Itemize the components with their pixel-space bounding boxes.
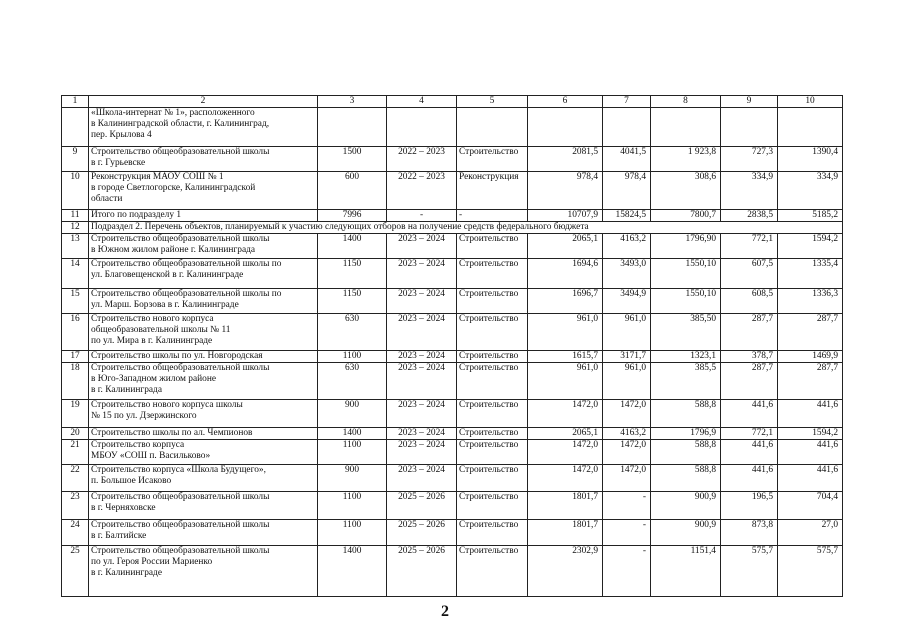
cost-col9-cell: 2838,5 (721, 210, 778, 222)
capacity-cell: 1400 (318, 428, 387, 440)
table-row (62, 363, 843, 400)
period-cell: - (387, 210, 457, 222)
object-name-cell: Строительство корпуса «Школа Будущего», п. Большое Исаково (89, 465, 318, 492)
row-number-cell: 17 (62, 351, 89, 363)
cost-total-cell: 1696,7 (528, 289, 603, 314)
object-name-cell: Строительство школы по ул. Новгородская (89, 351, 318, 363)
cost-col10-cell: 287,7 (778, 363, 843, 400)
cost-col7-cell: 961,0 (603, 314, 651, 351)
period-cell: 2025 – 2026 (387, 520, 457, 546)
cost-col8-cell: 588,8 (651, 400, 721, 428)
object-name-cell: Строительство общеобразовательной школы по ул. Благовещенской в г. Калининграде (89, 259, 318, 289)
work-type-cell (457, 108, 528, 147)
cost-total-cell: 1472,0 (528, 440, 603, 465)
cost-col9-cell: 575,7 (721, 546, 778, 597)
object-name-cell: Строительство корпуса МБОУ «СОШ п. Васильково» (89, 440, 318, 465)
cost-total-cell: 1472,0 (528, 400, 603, 428)
cost-col7-cell: 3493,0 (603, 259, 651, 289)
cost-col8-cell: 1796,90 (651, 234, 721, 259)
period-cell: 2022 – 2023 (387, 147, 457, 172)
row-number-cell: 24 (62, 520, 89, 546)
cost-col10-cell (778, 108, 843, 147)
table-row (62, 400, 843, 428)
cost-col9-cell: 873,8 (721, 520, 778, 546)
cost-col7-cell: 4041,5 (603, 147, 651, 172)
cost-col8-cell (651, 108, 721, 147)
cost-col7-cell: - (603, 492, 651, 520)
table-row (62, 440, 843, 465)
capacity-cell: 600 (318, 172, 387, 210)
row-number-cell: 14 (62, 259, 89, 289)
table-row (62, 520, 843, 546)
work-type-cell: - (457, 210, 528, 222)
table-row (62, 234, 843, 259)
table-row (62, 428, 843, 440)
period-cell: 2025 – 2026 (387, 546, 457, 597)
cost-col10-cell: 27,0 (778, 520, 843, 546)
table-row (62, 172, 843, 210)
cost-col10-cell: 704,4 (778, 492, 843, 520)
col-number-1: 1 (62, 96, 89, 108)
capacity-cell: 1400 (318, 546, 387, 597)
cost-col9-cell: 772,1 (721, 234, 778, 259)
cost-col7-cell: 4163,2 (603, 428, 651, 440)
cost-col7-cell: 978,4 (603, 172, 651, 210)
capacity-cell: 1100 (318, 351, 387, 363)
row-number-cell: 10 (62, 172, 89, 210)
cost-total-cell: 1801,7 (528, 520, 603, 546)
table-row (62, 289, 843, 314)
capacity-cell: 1100 (318, 492, 387, 520)
cost-total-cell: 1694,6 (528, 259, 603, 289)
section-row (62, 222, 843, 234)
row-number-cell: 16 (62, 314, 89, 351)
period-cell: 2023 – 2024 (387, 289, 457, 314)
work-type-cell: Строительство (457, 492, 528, 520)
cost-col8-cell: 1550,10 (651, 259, 721, 289)
objects-table (61, 95, 843, 597)
col-number-5: 5 (457, 96, 528, 108)
cost-total-cell: 1615,7 (528, 351, 603, 363)
work-type-cell: Строительство (457, 259, 528, 289)
cost-col10-cell: 441,6 (778, 440, 843, 465)
object-name-cell: Строительство нового корпуса школы № 15 по ул. Дзержинского (89, 400, 318, 428)
cost-col8-cell: 385,50 (651, 314, 721, 351)
cost-col9-cell: 772,1 (721, 428, 778, 440)
cost-col10-cell: 575,7 (778, 546, 843, 597)
cost-col8-cell: 385,5 (651, 363, 721, 400)
capacity-cell: 630 (318, 314, 387, 351)
cost-col7-cell: 1472,0 (603, 440, 651, 465)
object-name-cell: Строительство общеобразовательной школы в Южном жилом районе г. Калининграда (89, 234, 318, 259)
cost-col9-cell: 727,3 (721, 147, 778, 172)
period-cell: 2023 – 2024 (387, 440, 457, 465)
cost-col8-cell: 900,9 (651, 520, 721, 546)
work-type-cell: Строительство (457, 546, 528, 597)
cost-total-cell: 2081,5 (528, 147, 603, 172)
object-name-cell: Строительство общеобразовательной школы в г. Балтийске (89, 520, 318, 546)
col-number-6: 6 (528, 96, 603, 108)
cost-col10-cell: 1335,4 (778, 259, 843, 289)
cost-col9-cell: 196,5 (721, 492, 778, 520)
col-number-4: 4 (387, 96, 457, 108)
cost-col8-cell: 308,6 (651, 172, 721, 210)
cost-col7-cell: 961,0 (603, 363, 651, 400)
work-type-cell: Строительство (457, 314, 528, 351)
col-number-9: 9 (721, 96, 778, 108)
period-cell: 2023 – 2024 (387, 259, 457, 289)
cost-col8-cell: 588,8 (651, 440, 721, 465)
cost-col10-cell: 1336,3 (778, 289, 843, 314)
table-row (62, 259, 843, 289)
row-number-cell: 19 (62, 400, 89, 428)
cost-col10-cell: 1390,4 (778, 147, 843, 172)
document-sheet (61, 95, 843, 597)
capacity-cell (318, 108, 387, 147)
object-name-cell: Итого по подразделу 1 (89, 210, 318, 222)
period-cell: 2025 – 2026 (387, 492, 457, 520)
col-number-10: 10 (778, 96, 843, 108)
cost-col9-cell: 441,6 (721, 465, 778, 492)
work-type-cell: Реконструкция (457, 172, 528, 210)
table-body (62, 96, 843, 597)
work-type-cell: Строительство (457, 465, 528, 492)
capacity-cell: 7996 (318, 210, 387, 222)
work-type-cell: Строительство (457, 363, 528, 400)
col-number-7: 7 (603, 96, 651, 108)
capacity-cell: 1100 (318, 440, 387, 465)
period-cell (387, 108, 457, 147)
col-number-2: 2 (89, 96, 318, 108)
cost-col9-cell (721, 108, 778, 147)
cost-total-cell: 2065,1 (528, 428, 603, 440)
cost-col8-cell: 900,9 (651, 492, 721, 520)
capacity-cell: 1150 (318, 289, 387, 314)
cost-col9-cell: 608,5 (721, 289, 778, 314)
work-type-cell: Строительство (457, 289, 528, 314)
row-number-cell: 22 (62, 465, 89, 492)
cost-col7-cell: 1472,0 (603, 400, 651, 428)
cost-col9-cell: 287,7 (721, 314, 778, 351)
capacity-cell: 1100 (318, 520, 387, 546)
row-number: 12 (62, 222, 89, 234)
object-name-cell: Строительство общеобразовательной школы в г. Черняховске (89, 492, 318, 520)
cost-total-cell: 2065,1 (528, 234, 603, 259)
period-cell: 2023 – 2024 (387, 400, 457, 428)
cost-total-cell: 1801,7 (528, 492, 603, 520)
row-number-cell: 15 (62, 289, 89, 314)
row-number-cell (62, 108, 89, 147)
cost-col7-cell: 4163,2 (603, 234, 651, 259)
col-number-8: 8 (651, 96, 721, 108)
cost-col10-cell: 441,6 (778, 465, 843, 492)
work-type-cell: Строительство (457, 147, 528, 172)
row-number-cell: 18 (62, 363, 89, 400)
capacity-cell: 1400 (318, 234, 387, 259)
cost-col9-cell: 441,6 (721, 440, 778, 465)
capacity-cell: 900 (318, 400, 387, 428)
table-row (62, 351, 843, 363)
cost-col8-cell: 7800,7 (651, 210, 721, 222)
cost-col9-cell: 334,9 (721, 172, 778, 210)
column-number-header-row (62, 96, 843, 108)
cost-col10-cell: 5185,2 (778, 210, 843, 222)
work-type-cell: Строительство (457, 400, 528, 428)
cost-col10-cell: 334,9 (778, 172, 843, 210)
cost-col8-cell: 1550,10 (651, 289, 721, 314)
row-number-cell: 21 (62, 440, 89, 465)
cost-col10-cell: 1594,2 (778, 234, 843, 259)
cost-col10-cell: 441,6 (778, 400, 843, 428)
period-cell: 2023 – 2024 (387, 351, 457, 363)
object-name-cell: Строительство общеобразовательной школы по ул. Марш. Борзова в г. Калининграде (89, 289, 318, 314)
cost-col9-cell: 607,5 (721, 259, 778, 289)
section-title: Подраздел 2. Перечень объектов, планируемый к участию следующих отборов на получение средств федерального бюджета (89, 222, 843, 234)
period-cell: 2022 – 2023 (387, 172, 457, 210)
row-number-cell: 11 (62, 210, 89, 222)
table-row (62, 314, 843, 351)
cost-total-cell: 961,0 (528, 363, 603, 400)
table-row (62, 108, 843, 147)
object-name-cell: «Школа-интернат № 1», расположенного в Калининградской области, г. Калининград, пер. Крылова 4 (89, 108, 318, 147)
object-name-cell: Строительство общеобразовательной школы в Юго-Западном жилом районе в г. Калининграда (89, 363, 318, 400)
cost-col8-cell: 1323,1 (651, 351, 721, 363)
period-cell: 2023 – 2024 (387, 363, 457, 400)
cost-col7-cell (603, 108, 651, 147)
row-number-cell: 23 (62, 492, 89, 520)
cost-total-cell: 2302,9 (528, 546, 603, 597)
object-name-cell: Строительство школы по ал. Чемпионов (89, 428, 318, 440)
table-row (62, 465, 843, 492)
row-number-cell: 13 (62, 234, 89, 259)
object-name-cell: Реконструкция МАОУ СОШ № 1 в городе Светлогорске, Калининградской области (89, 172, 318, 210)
period-cell: 2023 – 2024 (387, 465, 457, 492)
cost-col7-cell: 3171,7 (603, 351, 651, 363)
cost-total-cell: 1472,0 (528, 465, 603, 492)
work-type-cell: Строительство (457, 440, 528, 465)
work-type-cell: Строительство (457, 428, 528, 440)
cost-total-cell: 978,4 (528, 172, 603, 210)
cost-col8-cell: 1796,9 (651, 428, 721, 440)
cost-col10-cell: 287,7 (778, 314, 843, 351)
page-number: 2 (441, 603, 449, 620)
col-number-3: 3 (318, 96, 387, 108)
work-type-cell: Строительство (457, 234, 528, 259)
work-type-cell: Строительство (457, 351, 528, 363)
cost-col10-cell: 1594,2 (778, 428, 843, 440)
period-cell: 2023 – 2024 (387, 314, 457, 351)
period-cell: 2023 – 2024 (387, 234, 457, 259)
cost-col10-cell: 1469,9 (778, 351, 843, 363)
capacity-cell: 900 (318, 465, 387, 492)
table-row (62, 147, 843, 172)
object-name-cell: Строительство общеобразовательной школы по ул. Героя России Мариенко в г. Калининграде (89, 546, 318, 597)
cost-col7-cell: 15824,5 (603, 210, 651, 222)
cost-col8-cell: 1 923,8 (651, 147, 721, 172)
row-number-cell: 9 (62, 147, 89, 172)
cost-col7-cell: - (603, 546, 651, 597)
row-number-cell: 25 (62, 546, 89, 597)
cost-col9-cell: 287,7 (721, 363, 778, 400)
cost-total-cell (528, 108, 603, 147)
period-cell: 2023 – 2024 (387, 428, 457, 440)
table-row (62, 546, 843, 597)
work-type-cell: Строительство (457, 520, 528, 546)
cost-total-cell: 10707,9 (528, 210, 603, 222)
cost-col7-cell: 3494,9 (603, 289, 651, 314)
capacity-cell: 630 (318, 363, 387, 400)
cost-col8-cell: 1151,4 (651, 546, 721, 597)
table-row (62, 492, 843, 520)
cost-col7-cell: - (603, 520, 651, 546)
cost-col9-cell: 441,6 (721, 400, 778, 428)
object-name-cell: Строительство общеобразовательной школы в г. Гурьевске (89, 147, 318, 172)
capacity-cell: 1150 (318, 259, 387, 289)
cost-col9-cell: 378,7 (721, 351, 778, 363)
cost-col8-cell: 588,8 (651, 465, 721, 492)
capacity-cell: 1500 (318, 147, 387, 172)
table-row (62, 210, 843, 222)
cost-col7-cell: 1472,0 (603, 465, 651, 492)
row-number-cell: 20 (62, 428, 89, 440)
cost-total-cell: 961,0 (528, 314, 603, 351)
object-name-cell: Строительство нового корпуса общеобразовательной школы № 11 по ул. Мира в г. Калининграде (89, 314, 318, 351)
